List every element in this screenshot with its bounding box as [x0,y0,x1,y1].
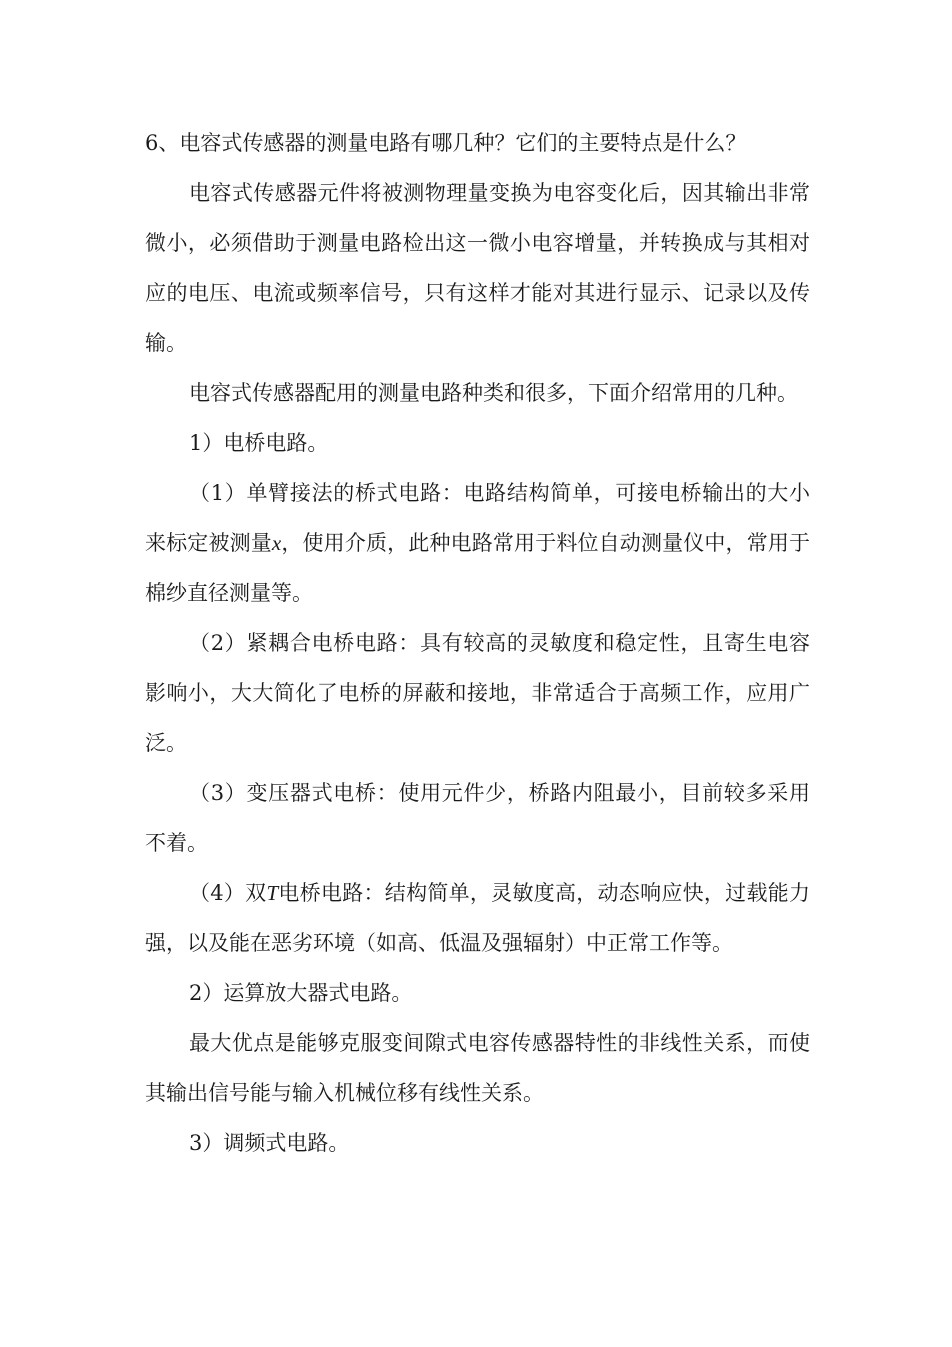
document-body [145,118,810,1168]
variable-t: T [266,881,279,905]
bridge-item-3: （3）变压器式电桥：使用元件少，桥路内阻最小，目前较多采用不着。 [145,781,810,855]
question-title: 6、电容式传感器的测量电路有哪几种？它们的主要特点是什么？ [145,131,747,155]
intro-paragraph: 电容式传感器元件将被测物理量变换为电容变化后，因其输出非常微小，必须借助于测量电路检出这一微小电容增量，并转换成与其相对应的电压、电流或频率信号，只有这样才能对其进行显示、记录以及传输。 [145,181,810,355]
bridge-item-1-text-end: ，使用介质，此种电路常用于料位自动测量仪中，常用于棉纱直径测量等。 [145,531,810,605]
bridge-item-1-text-start: （1）单臂接法的桥式电路：电路结构简单，可接电桥输出的大小来标定被测量 [145,481,810,555]
op-amp-description: 最大优点是能够克服变间隙式电容传感器特性的非线性关系，而使其输出信号能与输入机械位移有线性关系。 [145,1031,810,1105]
bridge-item-1 [145,468,810,618]
section-heading-op-amp-circuit: 2）运算放大器式电路。 [189,981,413,1005]
overview-paragraph: 电容式传感器配用的测量电路种类和很多，下面介绍常用的几种。 [189,381,798,405]
section-heading-bridge-circuit: 1）电桥电路。 [189,431,329,455]
bridge-item-4 [145,868,810,968]
bridge-item-4-text-start: （4）双 [189,881,267,905]
variable-x: x [271,531,282,555]
section-heading-fm-circuit: 3）调频式电路。 [189,1131,350,1155]
bridge-item-4-text-end: 电桥电路：结构简单，灵敏度高，动态响应快，过载能力强，以及能在恶劣环境（如高、低温及强辐射）中正常工作等。 [145,881,810,955]
bridge-item-2: （2）紧耦合电桥电路：具有较高的灵敏度和稳定性，且寄生电容影响小，大大简化了电桥的屏蔽和接地，非常适合于高频工作，应用广泛。 [145,631,810,755]
